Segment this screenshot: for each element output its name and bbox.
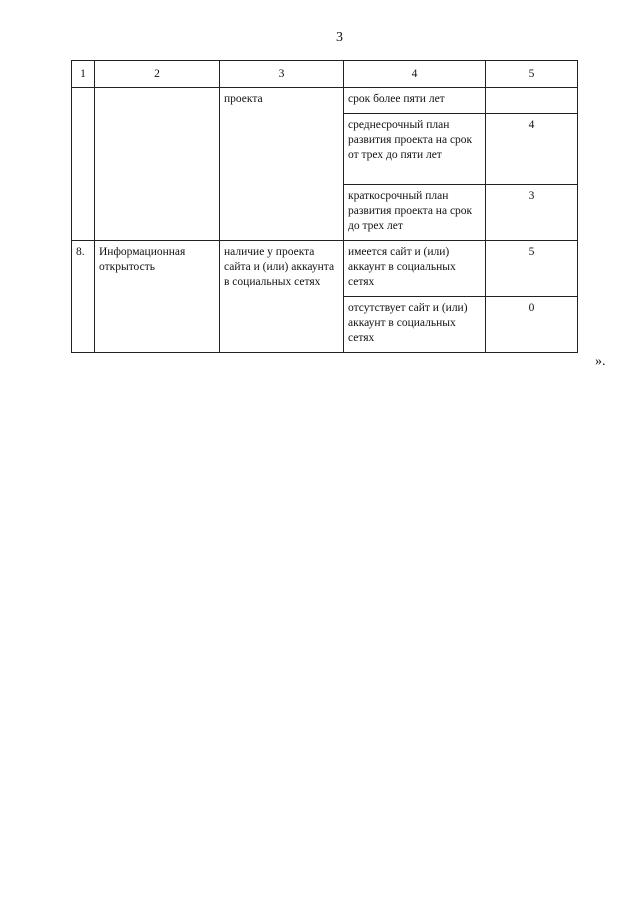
table-header-row: [72, 61, 578, 88]
header-col-4: 4: [344, 61, 486, 88]
option-score: [486, 88, 578, 114]
header-col-5: 5: [486, 61, 578, 88]
table-row: [72, 88, 578, 114]
continued-indicator-cell: проекта: [220, 88, 344, 241]
header-col-2: 2: [95, 61, 220, 88]
option-score: 0: [486, 297, 578, 353]
header-col-3: 3: [220, 61, 344, 88]
option-score: 5: [486, 241, 578, 297]
continued-criterion-cell: [95, 88, 220, 241]
option-description: имеется сайт и (или) аккаунт в социальных сетях: [344, 241, 486, 297]
criterion-indicator: наличие у проекта сайта и (или) аккаунта в социальных сетях: [220, 241, 344, 353]
continued-number-cell: [72, 88, 95, 241]
header-col-1: 1: [72, 61, 95, 88]
option-description: краткосрочный план развития проекта на срок до трех лет: [344, 185, 486, 241]
row-number: 8.: [72, 241, 95, 353]
closing-quote: ».: [595, 354, 606, 369]
page-number: 3: [336, 30, 343, 45]
table-row: [72, 241, 578, 297]
option-description: отсутствует сайт и (или) аккаунт в социальных сетях: [344, 297, 486, 353]
option-score: 4: [486, 114, 578, 185]
option-description: срок более пяти лет: [344, 88, 486, 114]
criteria-table: [71, 60, 578, 353]
option-score: 3: [486, 185, 578, 241]
criterion-name: Информационная открытость: [95, 241, 220, 353]
option-description: среднесрочный план развития проекта на срок от трех до пяти лет: [344, 114, 486, 185]
